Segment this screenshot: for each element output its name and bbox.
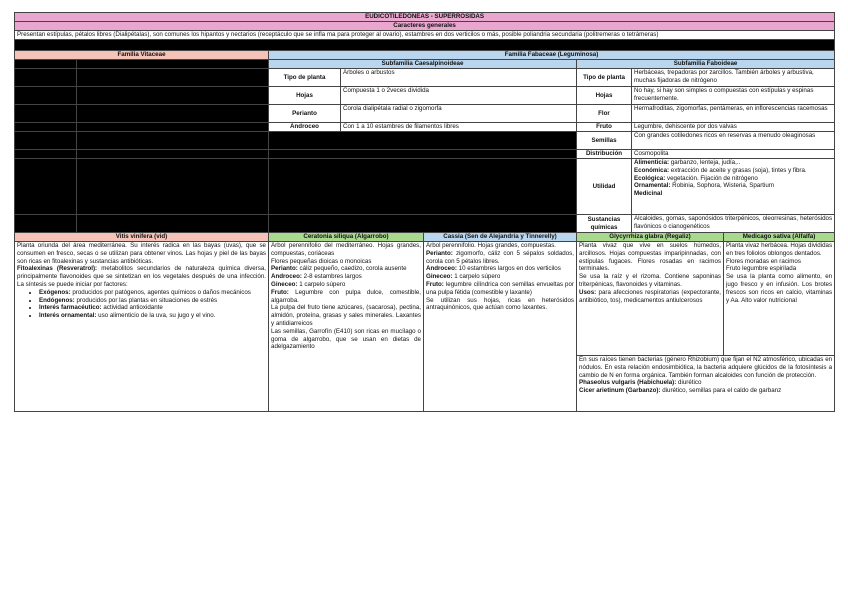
blank-cell xyxy=(15,69,77,87)
summary-table xyxy=(14,12,834,412)
blank-cell xyxy=(15,87,77,105)
species-ceratonia-text: Árbol perennifolio del mediterráneo. Hojas grandes, compuestas, coriáceas Flores pequeñas dioicas o monoicas Perianto: cáliz pequeño, caedizo, corola ausente Androceo: 2-8 estambres largos Gineceo: 1 carpelo súpero Fruto: Legumbre con pulpa dulce, comestible, algarroba. La pulpa del fruto tiene azúcares, (sacarosa), pectina, almidón, proteína, grasas y sales minerales. Laxantes y antidiarreicos Las semillas, Garrofín (E410) son ricas en mucílago o goma de algarrobo, que se usan en dietas de adelgazamiento xyxy=(269,242,424,412)
caes-value: Árboles o arbustos xyxy=(341,69,577,87)
fab-value: Legumbre, dehiscente por dos valvas xyxy=(632,123,835,132)
blank-cell xyxy=(77,87,269,105)
species-medicago-title: Medicago sativa (Alfalfa) xyxy=(724,233,835,242)
caes-label: Tipo de planta xyxy=(269,69,341,87)
species-vitis-text: Planta oriunda del área mediterránea. Su interés radica en las bayas (uvas), que se consumen en fresco, secas o se utilizan para obtener vinos. Las hojas y piel de las bayas son ricas en fitoalexinas y sustancias antibióticas. Fitoalexinas (Resveratrol): metabolitos secundarios de naturaleza química diversa, principalmente flavonoides que se sintetizan en los vegetales después de una infección. La síntesis se puede iniciar por factores: • Exógenos: producidos por patógenos, agentes químicos o daños mecánicos • Endógenos: producidos por las plantas en situaciones de estrés • Interés farmacéutico: actividad antioxidante • Interés ornamental: uso alimenticio de la uva, su jugo y el vino. xyxy=(15,242,269,412)
blank-cell xyxy=(269,159,577,215)
caes-label: Hojas xyxy=(269,87,341,105)
fab-value: Herbáceas, trepadoras por zarcillos. También árboles y arbustiva, muchas fijadoras de nitrógeno xyxy=(632,69,835,87)
general-label: Caracteres generales xyxy=(15,22,835,31)
caes-value: Compuesta 1 o 2veces dividida xyxy=(341,87,577,105)
species-bottom-text: En sus raíces tienen bacterias (género Rhizobium) que fijan el N2 atmosférico, ubicadas en nódulos. En esta relación endosimbiótica, la bacteria adquiere glúcidos de la fotosíntesis a cambio de N en forma orgánica. También forman alcaloides con función de protección. Phaseolus vulgaris (Habichuela): diurético Cicer arietinum (Garbanzo): diurético, semillas para el caldo de garbanz xyxy=(577,356,835,412)
caes-value: Corola dialipétala radial o zigomorfa xyxy=(341,105,577,123)
blank-cell xyxy=(77,105,269,123)
fab-value: Con grandes cotiledones ricos en reservas a menudo oleaginosas xyxy=(632,132,835,150)
blank-cell xyxy=(77,69,269,87)
blank-cell xyxy=(77,215,269,233)
caes-label: Perianto xyxy=(269,105,341,123)
blank-cell xyxy=(15,215,77,233)
species-cassia-title: Cassia (Sen de Alejandría y Tinnerelly) xyxy=(424,233,577,242)
subfamily-caesalpinioideae: Subfamilia Caesalpinoideae xyxy=(269,60,577,69)
page-title: EUDICOTILEDÓNEAS - SUPERRÓSIDAS xyxy=(15,13,835,22)
blank-cell xyxy=(269,215,577,233)
fab-label: Tipo de planta xyxy=(577,69,632,87)
family-vitaceae: Familia Vitaceae xyxy=(15,51,269,60)
black-band xyxy=(15,40,835,51)
blank-cell xyxy=(269,150,577,159)
general-text: Presentan estípulas, pétalos libres (Dialipétalas), son comunes los hipantos y nectarios (receptáculo que se infla ma para proteger al ovario), estambres en dos verticilos o más, posible poliandria secundaria (politremeras o tetrámeras) xyxy=(15,31,835,40)
fab-value: Cosmopolita xyxy=(632,150,835,159)
fab-label: Sustancias químicas xyxy=(577,215,632,233)
blank-cell xyxy=(77,60,269,69)
species-medicago-text: Planta vivaz herbácea. Hojas divididas en tres foliolos oblongos dentados. Flores moradas en racimos Fruto legumbre espirilada Se usa la planta como alimento, en jugo fresco y en infusión. Los brotes frescos son ricos en calcio, vitaminas y Aa. Alto valor nutricional xyxy=(724,242,835,356)
species-glycyrrhiza-title: Glycyrrhiza glabra (Regaliz) xyxy=(577,233,724,242)
caes-label: Androceo xyxy=(269,123,341,132)
blank-cell xyxy=(269,132,577,150)
caes-value: Con 1 a 10 estambres de filamentos libres xyxy=(341,123,577,132)
blank-cell xyxy=(77,150,269,159)
blank-cell xyxy=(15,105,77,123)
blank-cell xyxy=(77,132,269,150)
fab-label: Hojas xyxy=(577,87,632,105)
blank-cell xyxy=(77,123,269,132)
fab-label: Distribución xyxy=(577,150,632,159)
blank-cell xyxy=(15,150,77,159)
fab-utilidad-value: Alimenticia: garbanzo, lenteja, judía,.. Económica: extracción de aceite y grasas (soja), tintes y fibra. Ecológica: vegetación. Fijación de nitrógeno Ornamental: Robinia, Sophora, Wisteria, Spartium Medicinal xyxy=(632,159,835,215)
species-vitis-title: Vitis vinifera (vid) xyxy=(15,233,269,242)
family-fabaceae: Familia Fabaceae (Leguminosa) xyxy=(269,51,835,60)
species-glycyrrhiza-text: Planta vivaz que vive en suelos húmedos, arcillosos. Hojas compuestas imparipinnadas, con estípulas fugaces. Flores rosadas en racimos terminales. Se usa la raíz y el rizoma. Contiene saponinas triterpénicas, flavonoides y vitaminas. Usos: para afecciones respiratorias (expectorante, antibiótico, tos), medicamentos antiulcerosos xyxy=(577,242,724,356)
fab-utilidad-label: Utilidad xyxy=(577,159,632,215)
fab-value: Hermafroditas, zigomorfas, pentámeras, en inflorescencias racemosas xyxy=(632,105,835,123)
fab-value: Alcaloides, gomas, saponósidos triterpénicos, oleorresinas, heterósidos flavónicos o cianogenéticos xyxy=(632,215,835,233)
species-ceratonia-title: Ceratonia siliqua (Algarrobo) xyxy=(269,233,424,242)
blank-cell xyxy=(15,159,77,215)
blank-cell xyxy=(15,60,77,69)
fab-label: Semillas xyxy=(577,132,632,150)
fab-label: Flor xyxy=(577,105,632,123)
fab-label: Fruto xyxy=(577,123,632,132)
fab-value: No hay, si hay son simples o compuestas con estípulas y espinas frecuentemente. xyxy=(632,87,835,105)
subfamily-faboideae: Subfamilia Faboideae xyxy=(577,60,835,69)
blank-cell xyxy=(77,159,269,215)
species-cassia-text: Árbol perennifolio. Hojas grandes, compuestas. Perianto: zigomorfo, cáliz con 5 sépalos soldados, corola con 5 pétalos libres. Androceo: 10 estambres largos en dos verticilos Gineceo: 1 carpelo súpero Fruto: legumbre cilíndrica con semillas envueltas por una pulpa fétida (comestible y laxante) Se utilizan sus hojas, ricas en heterósidos antraquinónicos, que actúan como laxantes. xyxy=(424,242,577,412)
blank-cell xyxy=(15,123,77,132)
blank-cell xyxy=(15,132,77,150)
